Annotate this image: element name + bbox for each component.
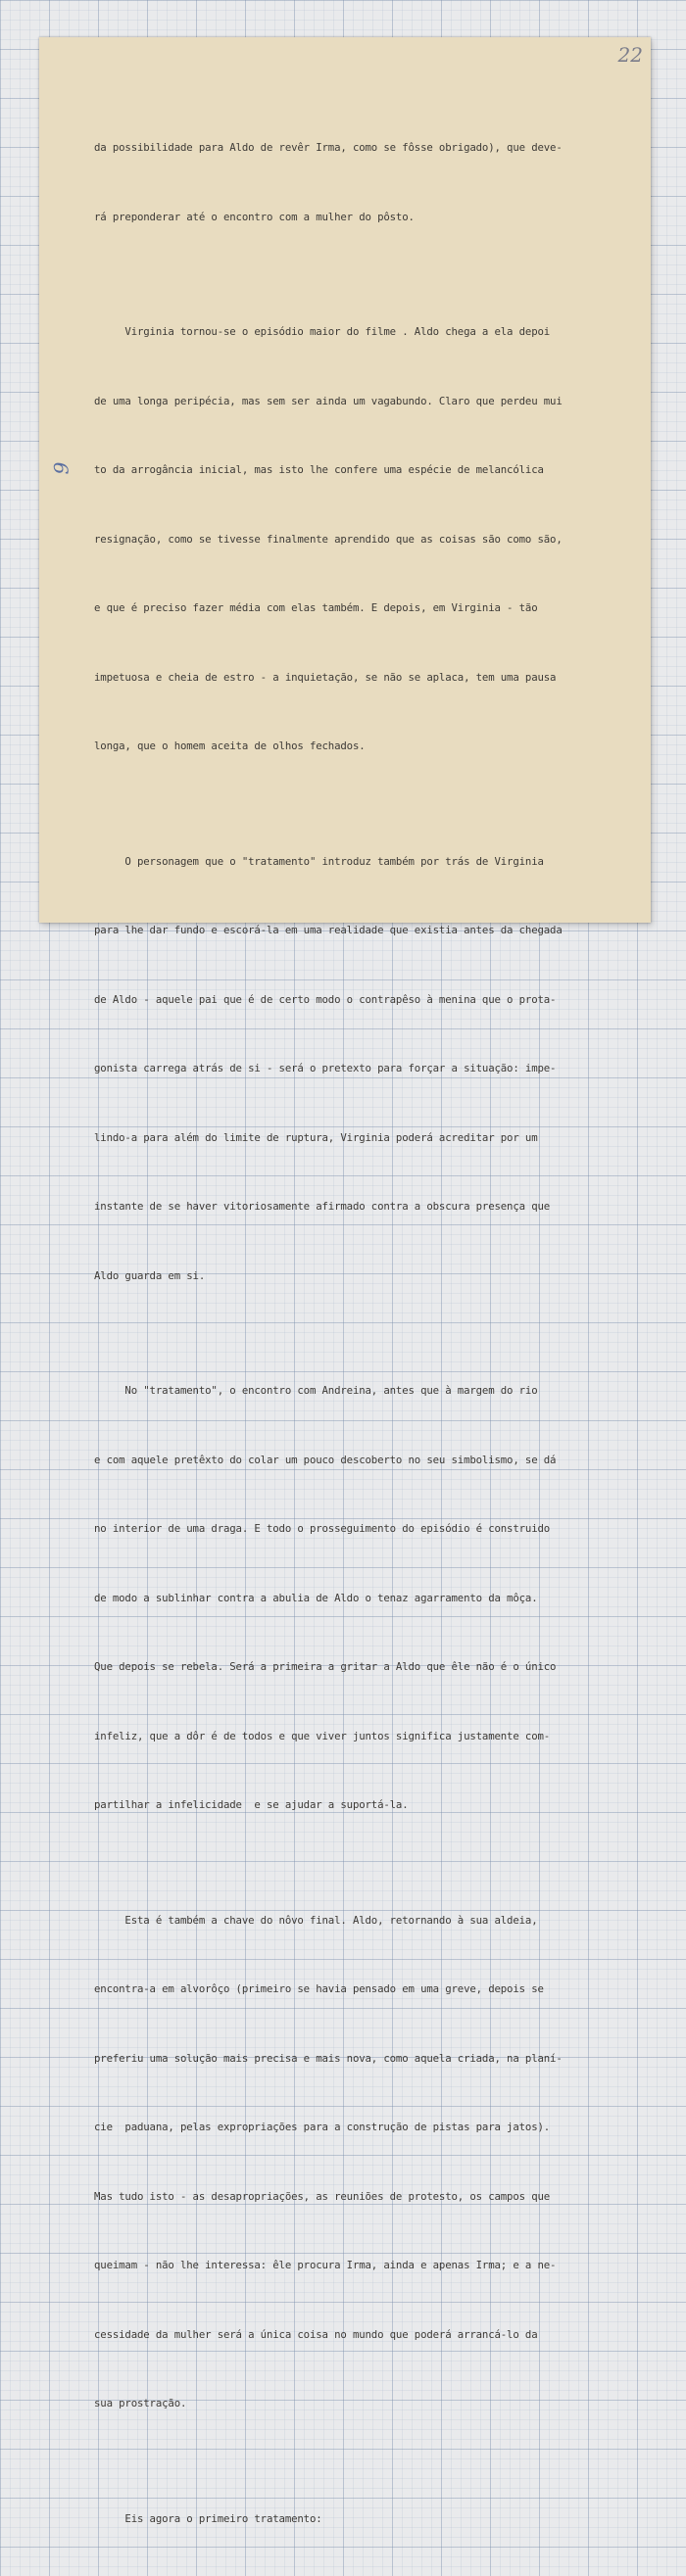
text-line: de uma longa peripécia, mas sem ser ainda um vagabundo. Claro que perdeu mui bbox=[94, 390, 651, 413]
text-line: para lhe dar fundo e escorá-la em uma realidade que existia antes da chegada bbox=[94, 919, 651, 942]
text-line: gonista carrega atrás de si - será o pretexto para forçar a situação: impe- bbox=[94, 1057, 651, 1080]
text-line: da possibilidade para Aldo de revêr Irma, como se fôsse obrigado), que deve- bbox=[94, 136, 651, 160]
text-line: lindo-a para além do limite de ruptura, Virginia poderá acreditar por um bbox=[94, 1126, 651, 1150]
text-line: encontra-a em alvorôço (primeiro se havia pensado em uma greve, depois se bbox=[94, 1978, 651, 2001]
text-line: No "tratamento", o encontro com Andreina, antes que à margem do rio bbox=[94, 1379, 651, 1403]
text-line: sua prostração. bbox=[94, 2392, 651, 2415]
paragraph bbox=[94, 90, 651, 274]
text-line: Esta é também a chave do nôvo final. Aldo, retornando à sua aldeia, bbox=[94, 1909, 651, 1932]
text-line: Virginia tornou-se o episódio maior do filme . Aldo chega a ela depoi bbox=[94, 320, 651, 344]
paragraph bbox=[94, 2461, 651, 2576]
text-line: queimam - não lhe interessa: êle procura Irma, ainda e apenas Irma; e a ne- bbox=[94, 2254, 651, 2277]
text-line: de Aldo - aquele pai que é de certo modo o contrapêso à menina que o prota- bbox=[94, 988, 651, 1012]
text-line: partilhar a infelicidade e se ajudar a suportá-la. bbox=[94, 1793, 651, 1817]
paragraph bbox=[94, 274, 651, 804]
text-line: instante de se haver vitoriosamente afirmado contra a obscura presença que bbox=[94, 1195, 651, 1218]
text-line: cessidade da mulher será a única coisa no mundo que poderá arrancá-lo da bbox=[94, 2323, 651, 2347]
text-line: O personagem que o "tratamento" introduz também por trás de Virginia bbox=[94, 850, 651, 874]
text-line: preferiu uma solução mais precisa e mais nova, como aquela criada, na planí- bbox=[94, 2047, 651, 2071]
typewritten-page bbox=[39, 37, 651, 923]
text-line: impetuosa e cheia de estro - a inquietação, se não se aplaca, tem uma pausa bbox=[94, 666, 651, 690]
handwritten-margin-mark: 9 bbox=[49, 462, 73, 475]
text-line: Mas tudo isto - as desapropriações, as reuniões de protesto, os campos que bbox=[94, 2185, 651, 2209]
paragraph bbox=[94, 1863, 651, 2461]
text-line: Que depois se rebela. Será a primeira a gritar a Aldo que êle não é o único bbox=[94, 1655, 651, 1679]
text-line: Eis agora o primeiro tratamento: bbox=[94, 2507, 651, 2531]
text-line: infeliz, que a dôr é de todos e que viver juntos significa justamente com- bbox=[94, 1725, 651, 1748]
text-line: cie paduana, pelas expropriações para a construção de pistas para jatos). bbox=[94, 2116, 651, 2139]
body-text bbox=[94, 90, 651, 2576]
text-line: no interior de uma draga. E todo o prosseguimento do episódio é construido bbox=[94, 1517, 651, 1541]
text-line: Aldo guarda em si. bbox=[94, 1264, 651, 1288]
page-number: 22 bbox=[618, 43, 643, 67]
text-line: e com aquele pretêxto do colar um pouco descoberto no seu simbolismo, se dá bbox=[94, 1449, 651, 1472]
paragraph bbox=[94, 804, 651, 1334]
paragraph bbox=[94, 1333, 651, 1863]
text-line: de modo a sublinhar contra a abulia de Aldo o tenaz agarramento da môça. bbox=[94, 1587, 651, 1610]
text-line: resignação, como se tivesse finalmente aprendido que as coisas são como são, bbox=[94, 528, 651, 551]
text-line: longa, que o homem aceita de olhos fechados. bbox=[94, 735, 651, 758]
text-line: e que é preciso fazer média com elas também. E depois, em Virginia - tão bbox=[94, 596, 651, 620]
text-line: to da arrogância inicial, mas isto lhe confere uma espécie de melancólica bbox=[94, 458, 651, 482]
text-line: rá preponderar até o encontro com a mulher do pôsto. bbox=[94, 206, 651, 229]
